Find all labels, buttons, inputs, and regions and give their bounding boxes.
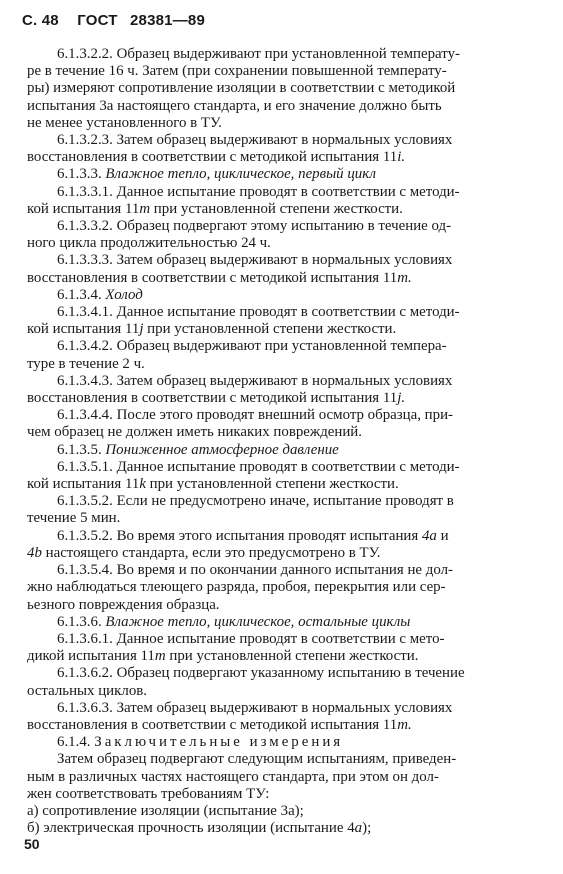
text-line: 6.1.3.4.3. Затем образец выдерживают в нормальных условиях <box>57 372 453 389</box>
paragraph-6-1-3-5-2 <box>27 493 552 527</box>
section-title: Влажное тепло, циклическое, остальные циклы <box>105 613 411 630</box>
page-header <box>22 12 205 29</box>
method-code: j. <box>397 390 406 407</box>
text-line: 6.1.3.4.2. Образец выдерживают при установленной темпера- <box>57 338 447 355</box>
text-line: 6.1.4. Заключительные измерения <box>57 734 344 751</box>
text-line: восстановления в соответствии с методикой испытания 11m. <box>27 269 412 286</box>
text-line: 6.1.3.3.1. Данное испытание проводят в соответствии с методи- <box>57 183 460 200</box>
text-line: 6.1.3.4.1. Данное испытание проводят в соответствии с методи- <box>57 304 460 321</box>
paragraph-6-1-3-5-4 <box>27 562 552 614</box>
standard-number: 28381—89 <box>130 12 206 29</box>
text-line: туре в течение 2 ч. <box>27 355 145 372</box>
method-code: i. <box>397 149 406 166</box>
section-heading-6-1-3-5 <box>27 442 552 459</box>
document-body <box>27 46 552 837</box>
text-line: ьезного повреждения образца. <box>27 596 220 613</box>
method-code: m <box>154 648 166 665</box>
text-line: течение 5 мин. <box>27 510 121 527</box>
text-line: 6.1.3.5.2. Во время этого испытания проводят испытания 4a и <box>57 527 449 544</box>
section-heading-6-1-3-4 <box>27 287 552 304</box>
text-line: восстановления в соответствии с методикой испытания 11j. <box>27 390 406 407</box>
method-code: m <box>139 200 151 217</box>
paragraph-6-1-3-4-4 <box>27 407 552 441</box>
text-line: не менее установленного в ТУ. <box>27 114 222 131</box>
paragraph-6-1-3-4-1 <box>27 304 552 338</box>
text-line: 6.1.3.3.2. Образец подвергают этому испытанию в течение од- <box>57 218 452 235</box>
text-line: 6.1.3.5. Пониженное атмосферное давление <box>57 441 339 458</box>
text-line: ного цикла продолжительностью 24 ч. <box>27 235 271 252</box>
text-line: восстановления в соответствии с методикой испытания 11m. <box>27 716 412 733</box>
list-item-b <box>27 820 552 837</box>
text-line: ным в различных частях настоящего стандарта, при этом он дол- <box>27 768 439 785</box>
text-line: 6.1.3.5.4. Во время и по окончании данного испытания не дол- <box>57 562 453 579</box>
section-title: Холод <box>105 286 143 303</box>
paragraph-6-1-3-6-2 <box>27 665 552 699</box>
text-line: кой испытания 11m при установленной степени жесткости. <box>27 200 403 217</box>
page-label: С. 48 <box>22 12 59 29</box>
text-line: чем образец не должен иметь никаких повреждений. <box>27 424 363 441</box>
text-line: остальных циклов. <box>27 682 148 699</box>
text-line: 6.1.3.5.1. Данное испытание проводят в соответствии с методи- <box>57 458 460 475</box>
section-title: Влажное тепло, циклическое, первый цикл <box>105 166 376 183</box>
text-line: 6.1.3.3.3. Затем образец выдерживают в нормальных условиях <box>57 252 453 269</box>
method-code: m. <box>397 716 412 733</box>
text-line: 6.1.3.6.1. Данное испытание проводят в соответствии с мето- <box>57 630 445 647</box>
text-line: восстановления в соответствии с методикой испытания 11i. <box>27 149 406 166</box>
text-line: б) электрическая прочность изоляции (испытание 4a); <box>27 820 372 837</box>
section-heading-6-1-4 <box>27 734 552 751</box>
test-code: 4b <box>27 544 42 561</box>
text-line: кой испытания 11k при установленной степени жесткости. <box>27 476 399 493</box>
text-line: ры) измеряют сопротивление изоляции в соответствии с методикой <box>27 80 456 97</box>
text-line: ре в течение 16 ч. Затем (при сохранении повышенной температу- <box>27 63 447 80</box>
text-line: 6.1.3.5.2. Если не предусмотрено иначе, испытание проводят в <box>57 493 454 510</box>
section-heading-6-1-3-3 <box>27 166 552 183</box>
paragraph-6-1-3-5-3 <box>27 528 552 562</box>
text-line: 6.1.3.3. Влажное тепло, циклическое, первый цикл <box>57 166 376 183</box>
text-line: 6.1.3.6.3. Затем образец выдерживают в нормальных условиях <box>57 699 453 716</box>
text-line: испытания 3а настоящего стандарта, и его значение должно быть <box>27 97 442 114</box>
paragraph-6-1-3-6-3 <box>27 700 552 734</box>
test-code: a <box>354 820 363 837</box>
paragraph-6-1-4-intro <box>27 751 552 803</box>
text-line: кой испытания 11j при установленной степени жесткости. <box>27 321 397 338</box>
text-line: Затем образец подвергают следующим испытаниям, приведен- <box>57 751 457 768</box>
text-line: 6.1.3.4.4. После этого проводят внешний осмотр образца, при- <box>57 407 453 424</box>
text-line: 4b настоящего стандарта, если это предусмотрено в ТУ. <box>27 544 381 561</box>
test-code: 4a <box>421 527 437 544</box>
text-line: 6.1.3.6.2. Образец подвергают указанному испытанию в течение <box>57 665 465 682</box>
paragraph-6-1-3-2-2 <box>27 46 552 132</box>
text-line: дикой испытания 11m при установленной степени жесткости. <box>27 648 419 665</box>
method-code: k <box>139 476 146 493</box>
text-line: а) сопротивление изоляции (испытание 3а); <box>27 802 304 819</box>
paragraph-6-1-3-2-3 <box>27 132 552 166</box>
text-line: жно наблюдаться тлеющего разряда, пробоя, перекрытия или сер- <box>27 579 446 596</box>
method-code: m. <box>397 269 412 286</box>
text-line: жен соответствовать требованиям ТУ: <box>27 785 270 802</box>
text-line: 6.1.3.2.3. Затем образец выдерживают в нормальных условиях <box>57 132 453 149</box>
text-line: 6.1.3.2.2. Образец выдерживают при установленной температу- <box>57 46 460 62</box>
page-number: 50 <box>24 836 40 852</box>
section-title: Пониженное атмосферное давление <box>105 441 339 458</box>
list-item-a <box>27 803 552 820</box>
section-title: Заключительные измерения <box>94 734 344 751</box>
standard-label: ГОСТ <box>77 12 118 29</box>
text-line: 6.1.3.4. Холод <box>57 286 143 303</box>
paragraph-6-1-3-3-1 <box>27 184 552 218</box>
paragraph-6-1-3-4-2 <box>27 338 552 372</box>
paragraph-6-1-3-3-2 <box>27 218 552 252</box>
paragraph-6-1-3-6-1 <box>27 631 552 665</box>
method-code: j <box>139 321 144 338</box>
text-line: 6.1.3.6. Влажное тепло, циклическое, остальные циклы <box>57 613 411 630</box>
paragraph-6-1-3-5-1 <box>27 459 552 493</box>
paragraph-6-1-3-4-3 <box>27 373 552 407</box>
section-heading-6-1-3-6 <box>27 614 552 631</box>
paragraph-6-1-3-3-3 <box>27 252 552 286</box>
